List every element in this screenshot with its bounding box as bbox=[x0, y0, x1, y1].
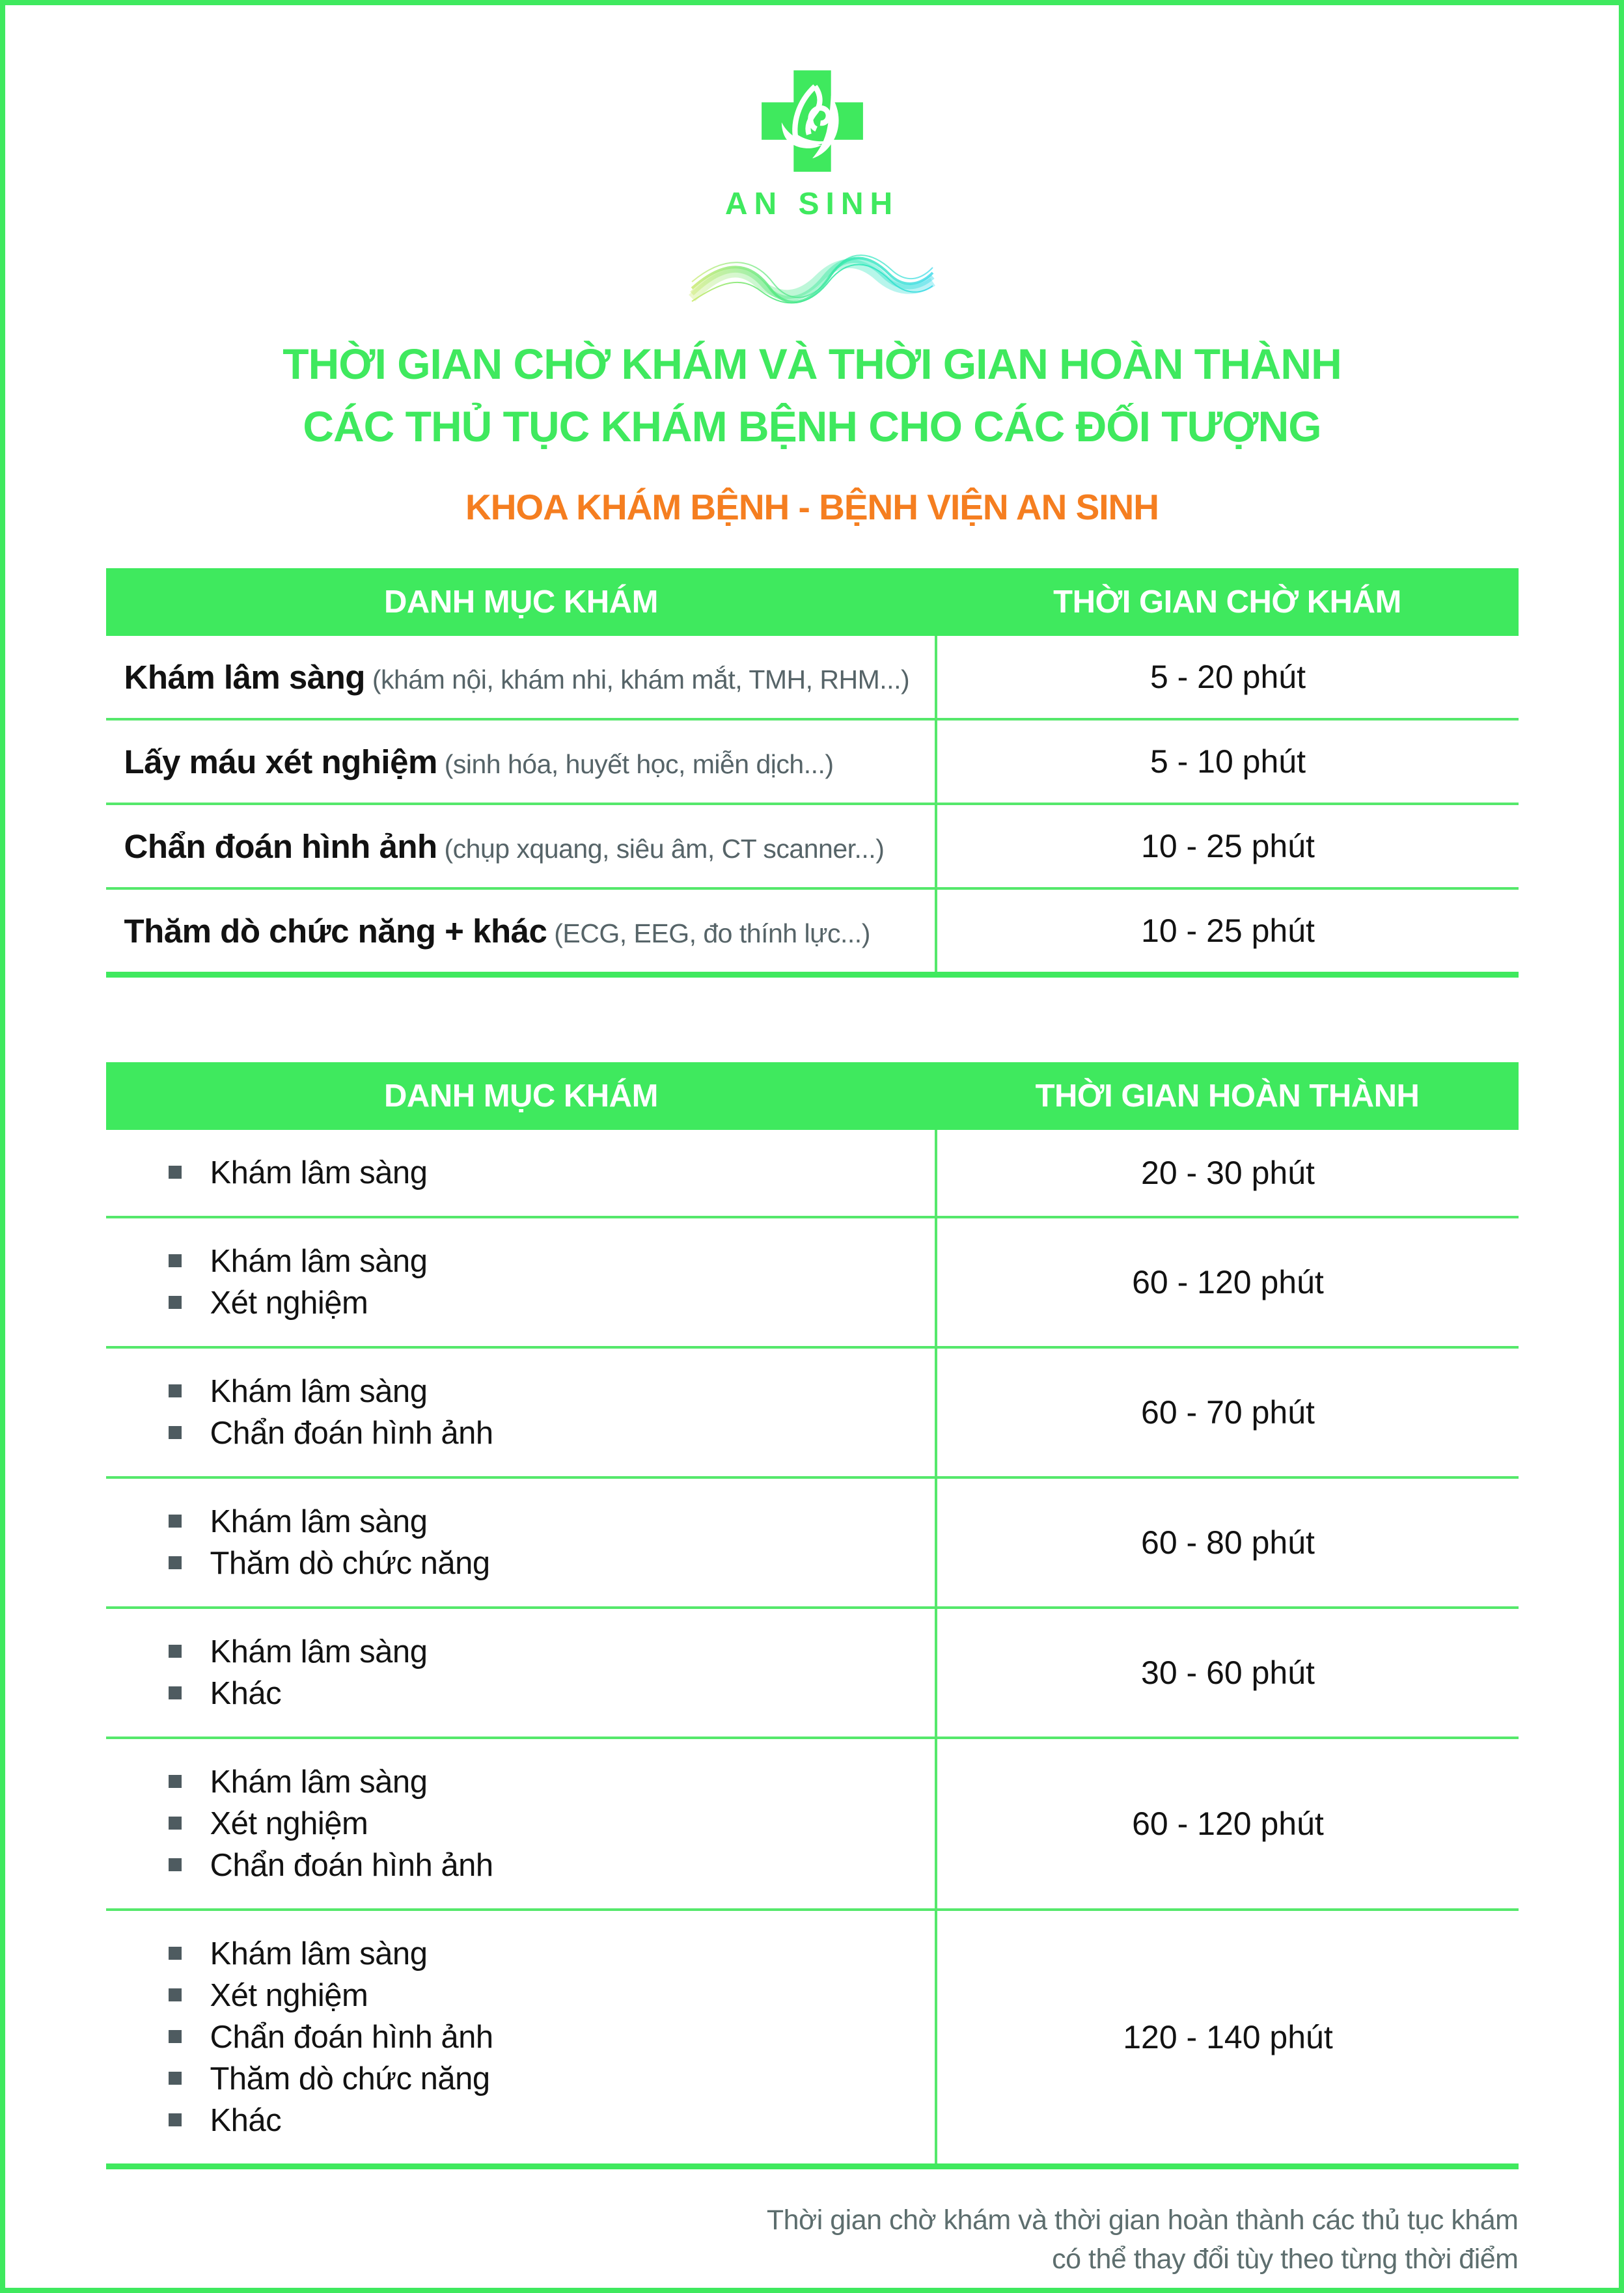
procedure-item-label: Chẩn đoán hình ảnh bbox=[210, 1848, 493, 1883]
completion-time-value: 30 - 60 phút bbox=[936, 1608, 1518, 1738]
square-bullet-icon bbox=[169, 1515, 182, 1528]
brand-header bbox=[106, 5, 1519, 314]
procedure-item-label: Xét nghiệm bbox=[210, 1978, 368, 2013]
procedure-items-cell bbox=[106, 1608, 937, 1738]
square-bullet-icon bbox=[169, 1817, 182, 1830]
exam-category-label: Chẩn đoán hình ảnh bbox=[124, 827, 437, 865]
procedure-item-label: Khác bbox=[210, 2103, 282, 2138]
square-bullet-icon bbox=[169, 1426, 182, 1439]
exam-category-row bbox=[106, 888, 1519, 975]
exam-category-cell bbox=[106, 636, 937, 719]
completion-time-value: 60 - 70 phút bbox=[936, 1347, 1518, 1477]
page-title bbox=[106, 333, 1519, 458]
square-bullet-icon bbox=[169, 1254, 182, 1267]
exam-category-cell bbox=[106, 888, 937, 975]
completion-time-value: 60 - 120 phút bbox=[936, 1738, 1518, 1910]
square-bullet-icon bbox=[169, 1947, 182, 1960]
procedure-item bbox=[106, 1673, 935, 1714]
exam-category-label: Khám lâm sàng bbox=[124, 658, 365, 696]
wait-time-value: 10 - 25 phút bbox=[936, 888, 1518, 975]
footer-note-line1: Thời gian chờ khám và thời gian hoàn thành các thủ tục khám bbox=[766, 2204, 1519, 2236]
procedure-item-label: Khám lâm sàng bbox=[210, 1244, 428, 1279]
column-header-wait-time: THỜI GIAN CHỜ KHÁM bbox=[936, 568, 1518, 636]
square-bullet-icon bbox=[169, 1686, 182, 1699]
completion-time-value: 60 - 120 phút bbox=[936, 1217, 1518, 1347]
page-title-line1: THỜI GIAN CHỜ KHÁM VÀ THỜI GIAN HOÀN THÀNH bbox=[282, 340, 1342, 388]
procedure-item bbox=[106, 1803, 935, 1845]
wait-time-value: 5 - 10 phút bbox=[936, 719, 1518, 804]
procedure-combination-row bbox=[106, 1217, 1519, 1347]
page-title-line2: CÁC THỦ TỤC KHÁM BỆNH CHO CÁC ĐỐI TƯỢNG bbox=[303, 402, 1321, 450]
procedure-items-cell bbox=[106, 1130, 937, 1217]
square-bullet-icon bbox=[169, 2113, 182, 2126]
procedure-item bbox=[106, 1501, 935, 1543]
procedure-combination-row bbox=[106, 1477, 1519, 1608]
procedure-item bbox=[106, 1412, 935, 1454]
wait-time-value: 5 - 20 phút bbox=[936, 636, 1518, 719]
square-bullet-icon bbox=[169, 1556, 182, 1569]
procedure-item-label: Khám lâm sàng bbox=[210, 1374, 428, 1409]
column-header-category: DANH MỤC KHÁM bbox=[106, 1062, 937, 1130]
square-bullet-icon bbox=[169, 1166, 182, 1179]
exam-category-detail: (sinh hóa, huyết học, miễn dịch...) bbox=[437, 748, 834, 779]
waiting-table-header-row bbox=[106, 568, 1519, 636]
procedure-item-label: Thăm dò chức năng bbox=[210, 2061, 490, 2096]
procedure-item bbox=[106, 2100, 935, 2141]
procedure-item-label: Chẩn đoán hình ảnh bbox=[210, 2020, 493, 2055]
procedure-item bbox=[106, 1241, 935, 1282]
exam-category-cell bbox=[106, 804, 937, 888]
procedure-item-label: Xét nghiệm bbox=[210, 1285, 368, 1321]
footer-note-line2: có thể thay đổi tùy theo từng thời điểm bbox=[1052, 2244, 1519, 2275]
procedure-item bbox=[106, 1845, 935, 1886]
procedure-item bbox=[106, 1975, 935, 2016]
square-bullet-icon bbox=[169, 1775, 182, 1788]
procedure-item bbox=[106, 1543, 935, 1584]
square-bullet-icon bbox=[169, 1384, 182, 1397]
exam-category-cell bbox=[106, 719, 937, 804]
column-header-category: DANH MỤC KHÁM bbox=[106, 568, 937, 636]
procedure-combination-row bbox=[106, 1608, 1519, 1738]
procedure-combination-row bbox=[106, 1738, 1519, 1910]
procedure-item-label: Thăm dò chức năng bbox=[210, 1546, 490, 1581]
square-bullet-icon bbox=[169, 1858, 182, 1871]
completion-time-value: 60 - 80 phút bbox=[936, 1477, 1518, 1608]
exam-category-detail: (ECG, EEG, đo thính lực...) bbox=[547, 918, 870, 948]
exam-category-label: Thăm dò chức năng + khác bbox=[124, 912, 547, 950]
procedure-item-label: Khám lâm sàng bbox=[210, 1634, 428, 1669]
procedure-item bbox=[106, 1152, 935, 1194]
completion-time-value: 20 - 30 phút bbox=[936, 1130, 1518, 1217]
procedure-items-cell bbox=[106, 1910, 937, 2167]
exam-category-row bbox=[106, 636, 1519, 719]
procedure-item bbox=[106, 1282, 935, 1324]
procedure-item bbox=[106, 2016, 935, 2058]
procedure-combination-row bbox=[106, 1347, 1519, 1477]
procedure-item-label: Khám lâm sàng bbox=[210, 1504, 428, 1539]
procedure-item bbox=[106, 1761, 935, 1803]
procedure-item bbox=[106, 1631, 935, 1673]
square-bullet-icon bbox=[169, 2030, 182, 2043]
column-header-completion-time: THỜI GIAN HOÀN THÀNH bbox=[936, 1062, 1518, 1130]
page-subtitle: KHOA KHÁM BỆNH - BỆNH VIỆN AN SINH bbox=[465, 487, 1159, 527]
procedure-items-cell bbox=[106, 1738, 937, 1910]
procedure-item-label: Khám lâm sàng bbox=[210, 1155, 428, 1190]
waiting-time-table bbox=[106, 568, 1519, 978]
an-sinh-cross-logo-icon bbox=[754, 68, 870, 174]
procedure-item-label: Khám lâm sàng bbox=[210, 1764, 428, 1800]
completion-time-table bbox=[106, 1062, 1519, 2169]
exam-category-row bbox=[106, 804, 1519, 888]
exam-category-detail: (khám nội, khám nhi, khám mắt, TMH, RHM...) bbox=[365, 664, 910, 694]
wave-decoration bbox=[689, 236, 936, 314]
completion-time-value: 120 - 140 phút bbox=[936, 1910, 1518, 2167]
procedure-item bbox=[106, 2058, 935, 2100]
procedure-items-cell bbox=[106, 1347, 937, 1477]
square-bullet-icon bbox=[169, 1645, 182, 1658]
procedure-item-label: Khám lâm sàng bbox=[210, 1936, 428, 1971]
procedure-item-label: Khác bbox=[210, 1676, 282, 1711]
square-bullet-icon bbox=[169, 1296, 182, 1309]
procedure-item-label: Xét nghiệm bbox=[210, 1806, 368, 1841]
wait-time-value: 10 - 25 phút bbox=[936, 804, 1518, 888]
procedure-items-cell bbox=[106, 1477, 937, 1608]
completion-table-header-row bbox=[106, 1062, 1519, 1130]
procedure-combination-row bbox=[106, 1130, 1519, 1217]
procedure-item bbox=[106, 1933, 935, 1975]
logo-wordmark: AN SINH bbox=[724, 187, 900, 221]
procedure-combination-row bbox=[106, 1910, 1519, 2167]
exam-category-detail: (chụp xquang, siêu âm, CT scanner...) bbox=[437, 833, 885, 864]
square-bullet-icon bbox=[169, 2072, 182, 2085]
procedure-item bbox=[106, 1371, 935, 1412]
footer-note bbox=[106, 2201, 1519, 2279]
exam-category-label: Lấy máu xét nghiệm bbox=[124, 743, 437, 780]
procedure-items-cell bbox=[106, 1217, 937, 1347]
procedure-item-label: Chẩn đoán hình ảnh bbox=[210, 1416, 493, 1451]
square-bullet-icon bbox=[169, 1988, 182, 2001]
exam-category-row bbox=[106, 719, 1519, 804]
